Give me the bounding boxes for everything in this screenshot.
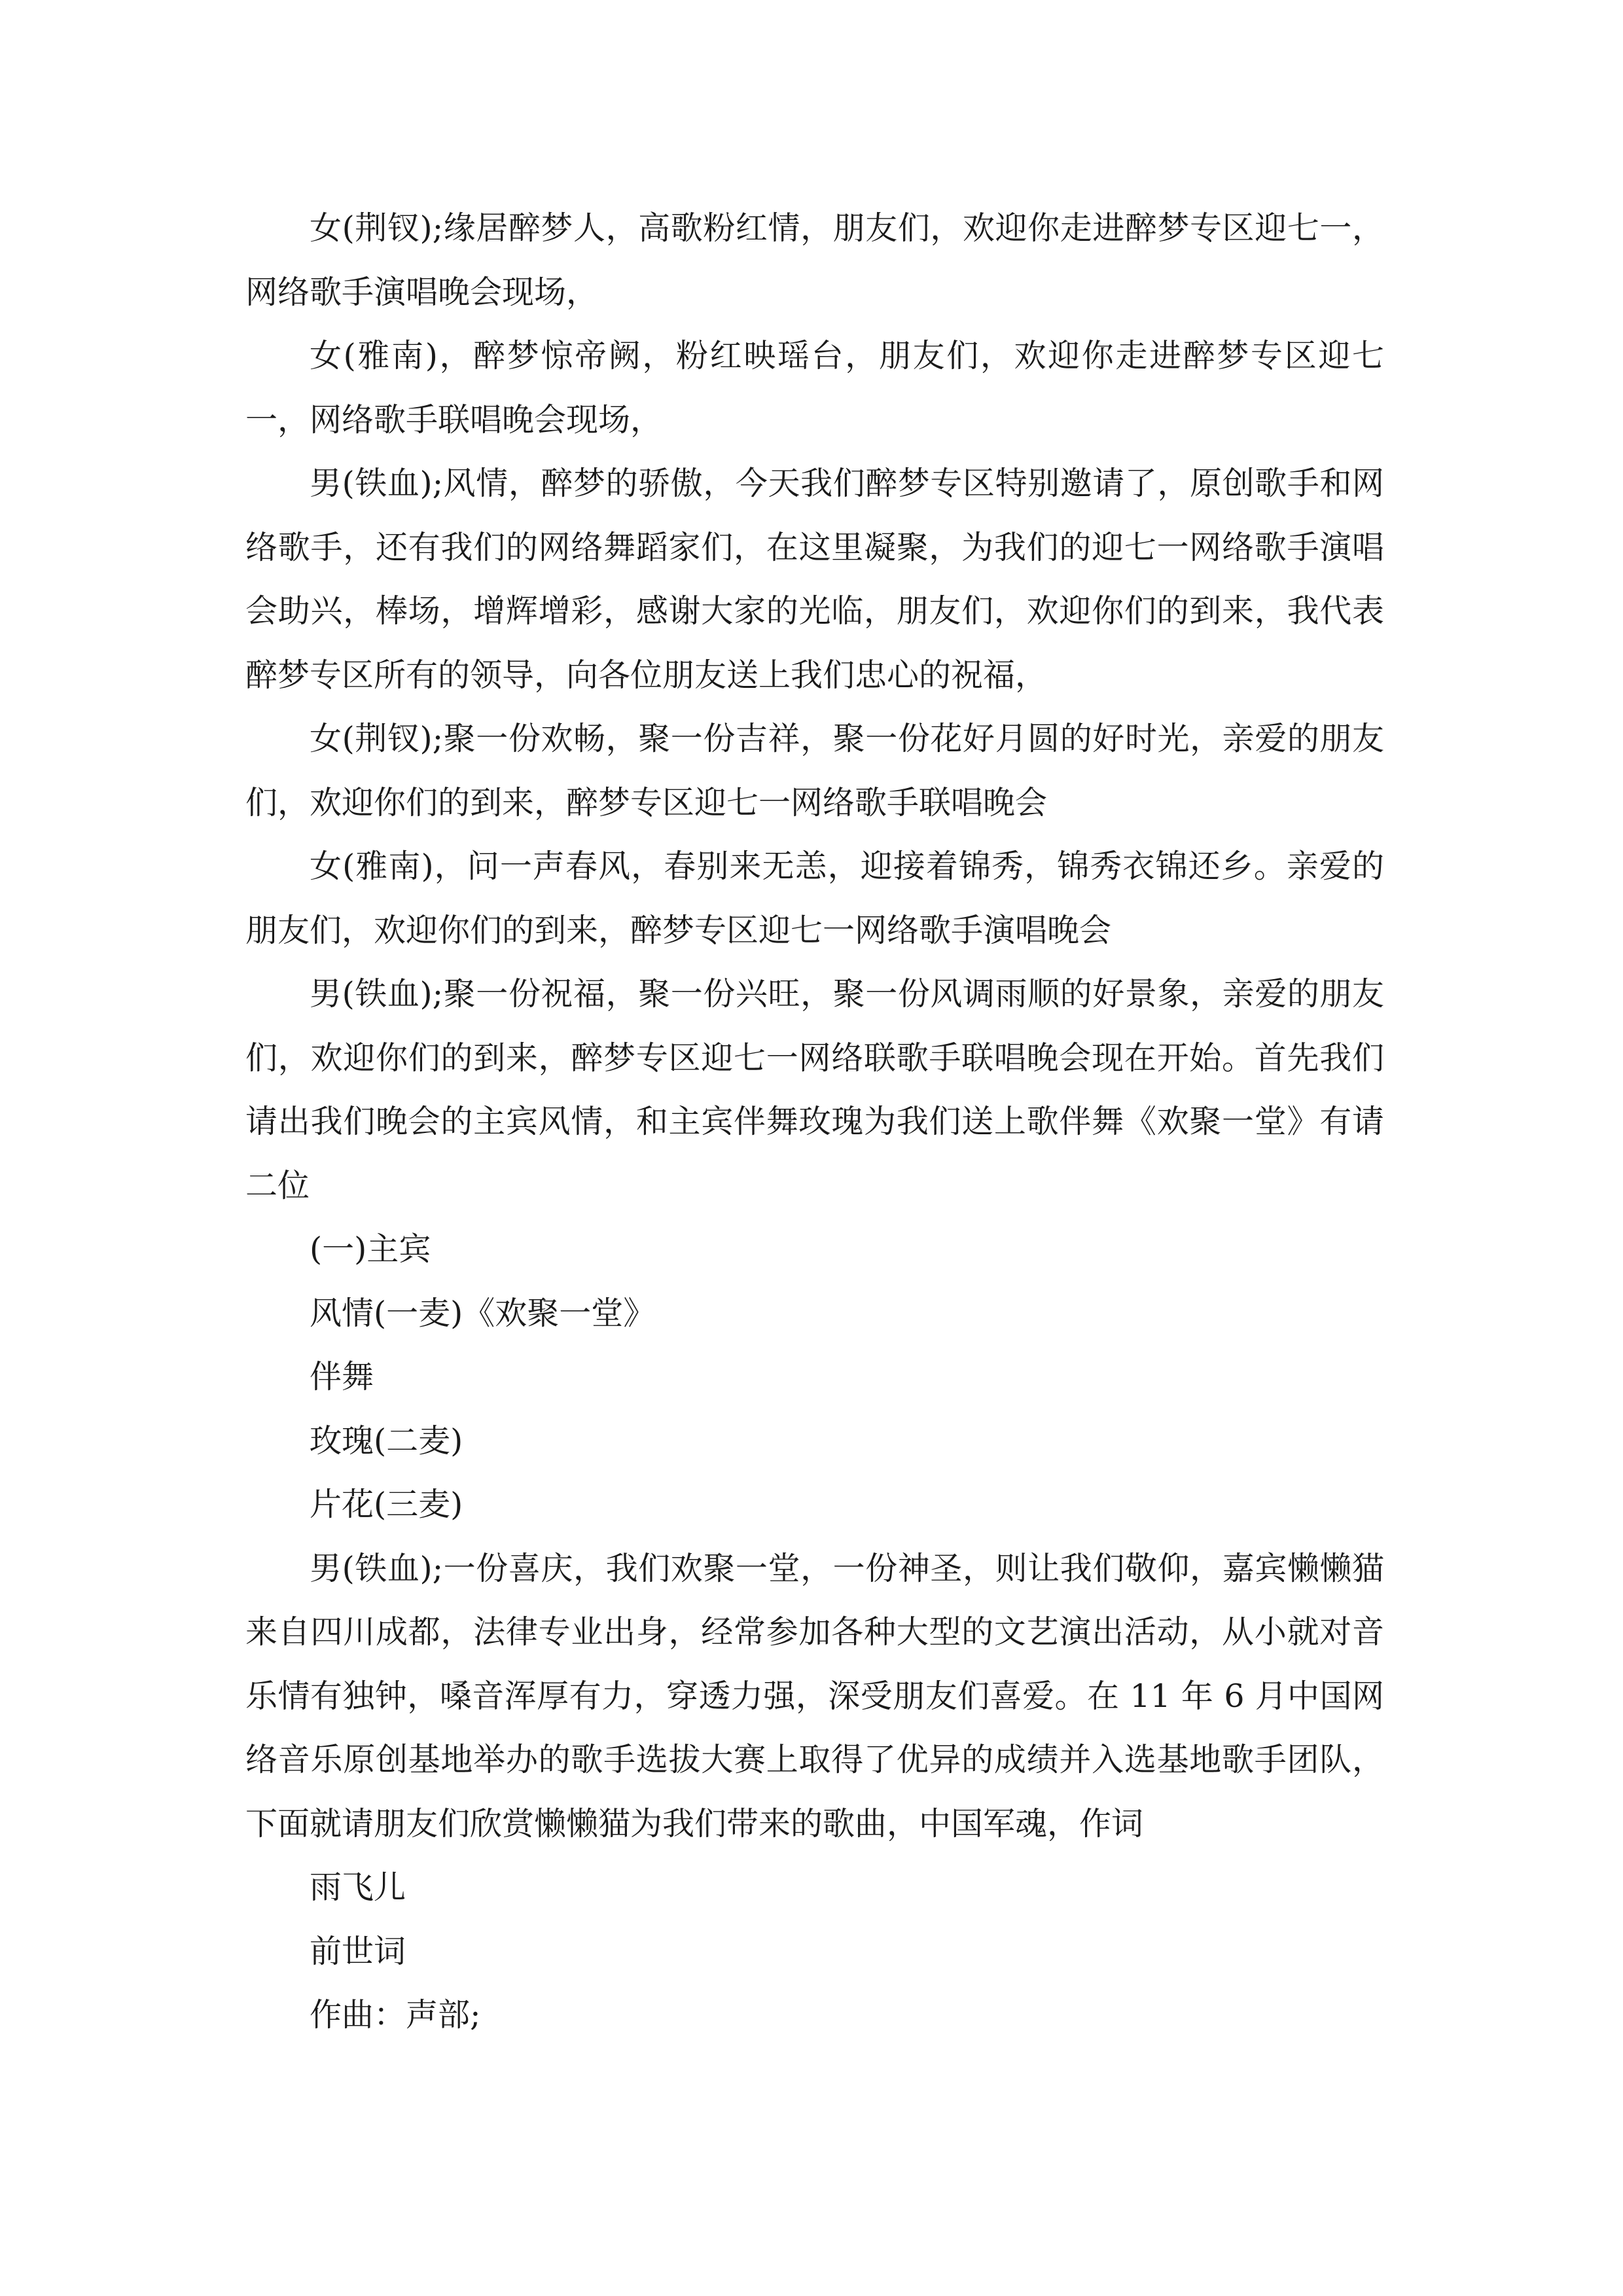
document-body	[245, 196, 1384, 2047]
paragraph: 女(荆钗);缘居醉梦人，高歌粉红情，朋友们，欢迎你走进醉梦专区迎七一，网络歌手演唱晚会现场，	[245, 209, 1384, 311]
paragraph: 男(铁血);一份喜庆，我们欢聚一堂，一份神圣，则让我们敬仰，嘉宾懒懒猫来自四川成都，法律专业出身，经常参加各种大型的文艺演出活动，从小就对音乐情有独钟，嗓音浑厚有力，穿透力强，深受朋友们喜爱。在 11 年 6 月中国网络音乐原创基地举办的歌手选拔大赛上取得了优异的成绩并入选基地歌手团队，下面就请朋友们欣赏懒懒猫为我们带来的歌曲，中国军魂，作词	[245, 1549, 1384, 1842]
paragraph: 片花(三麦)	[310, 1486, 463, 1523]
paragraph: 女(荆钗);聚一份欢畅，聚一份吉祥，聚一份花好月圆的好时光，亲爱的朋友们，欢迎你们的到来，醉梦专区迎七一网络歌手联唱晚会	[245, 720, 1384, 821]
paragraph: 前世词	[310, 1932, 406, 1970]
paragraph: 男(铁血);风情，醉梦的骄傲，今天我们醉梦专区特别邀请了，原创歌手和网络歌手，还有我们的网络舞蹈家们，在这里凝聚，为我们的迎七一网络歌手演唱会助兴，棒场，增辉增彩，感谢大家的光临，朋友们，欢迎你们的到来，我代表醉梦专区所有的领导，向各位朋友送上我们忠心的祝福，	[245, 465, 1384, 694]
section-heading: (一)主宾	[310, 1230, 431, 1268]
paragraph: 玫瑰(二麦)	[310, 1422, 463, 1460]
paragraph: 女(雅南)，醉梦惊帝阙，粉红映瑶台，朋友们，欢迎你走进醉梦专区迎七一，网络歌手联唱晚会现场，	[245, 337, 1384, 439]
paragraph: 女(雅南)，问一声春风，春别来无恙，迎接着锦秀，锦秀衣锦还乡。亲爱的朋友们，欢迎你们的到来，醉梦专区迎七一网络歌手演唱晚会	[245, 848, 1384, 949]
paragraph: 作曲：声部;	[310, 1996, 481, 2034]
paragraph: 风情(一麦)《欢聚一堂》	[310, 1294, 656, 1332]
paragraph: 雨飞儿	[310, 1869, 406, 1906]
paragraph: 男(铁血);聚一份祝福，聚一份兴旺，聚一份风调雨顺的好景象，亲爱的朋友们，欢迎你们的到来，醉梦专区迎七一网络联歌手联唱晚会现在开始。首先我们请出我们晚会的主宾风情，和主宾伴舞玫瑰为我们送上歌伴舞《欢聚一堂》有请二位	[245, 975, 1384, 1204]
paragraph: 伴舞	[310, 1358, 374, 1395]
